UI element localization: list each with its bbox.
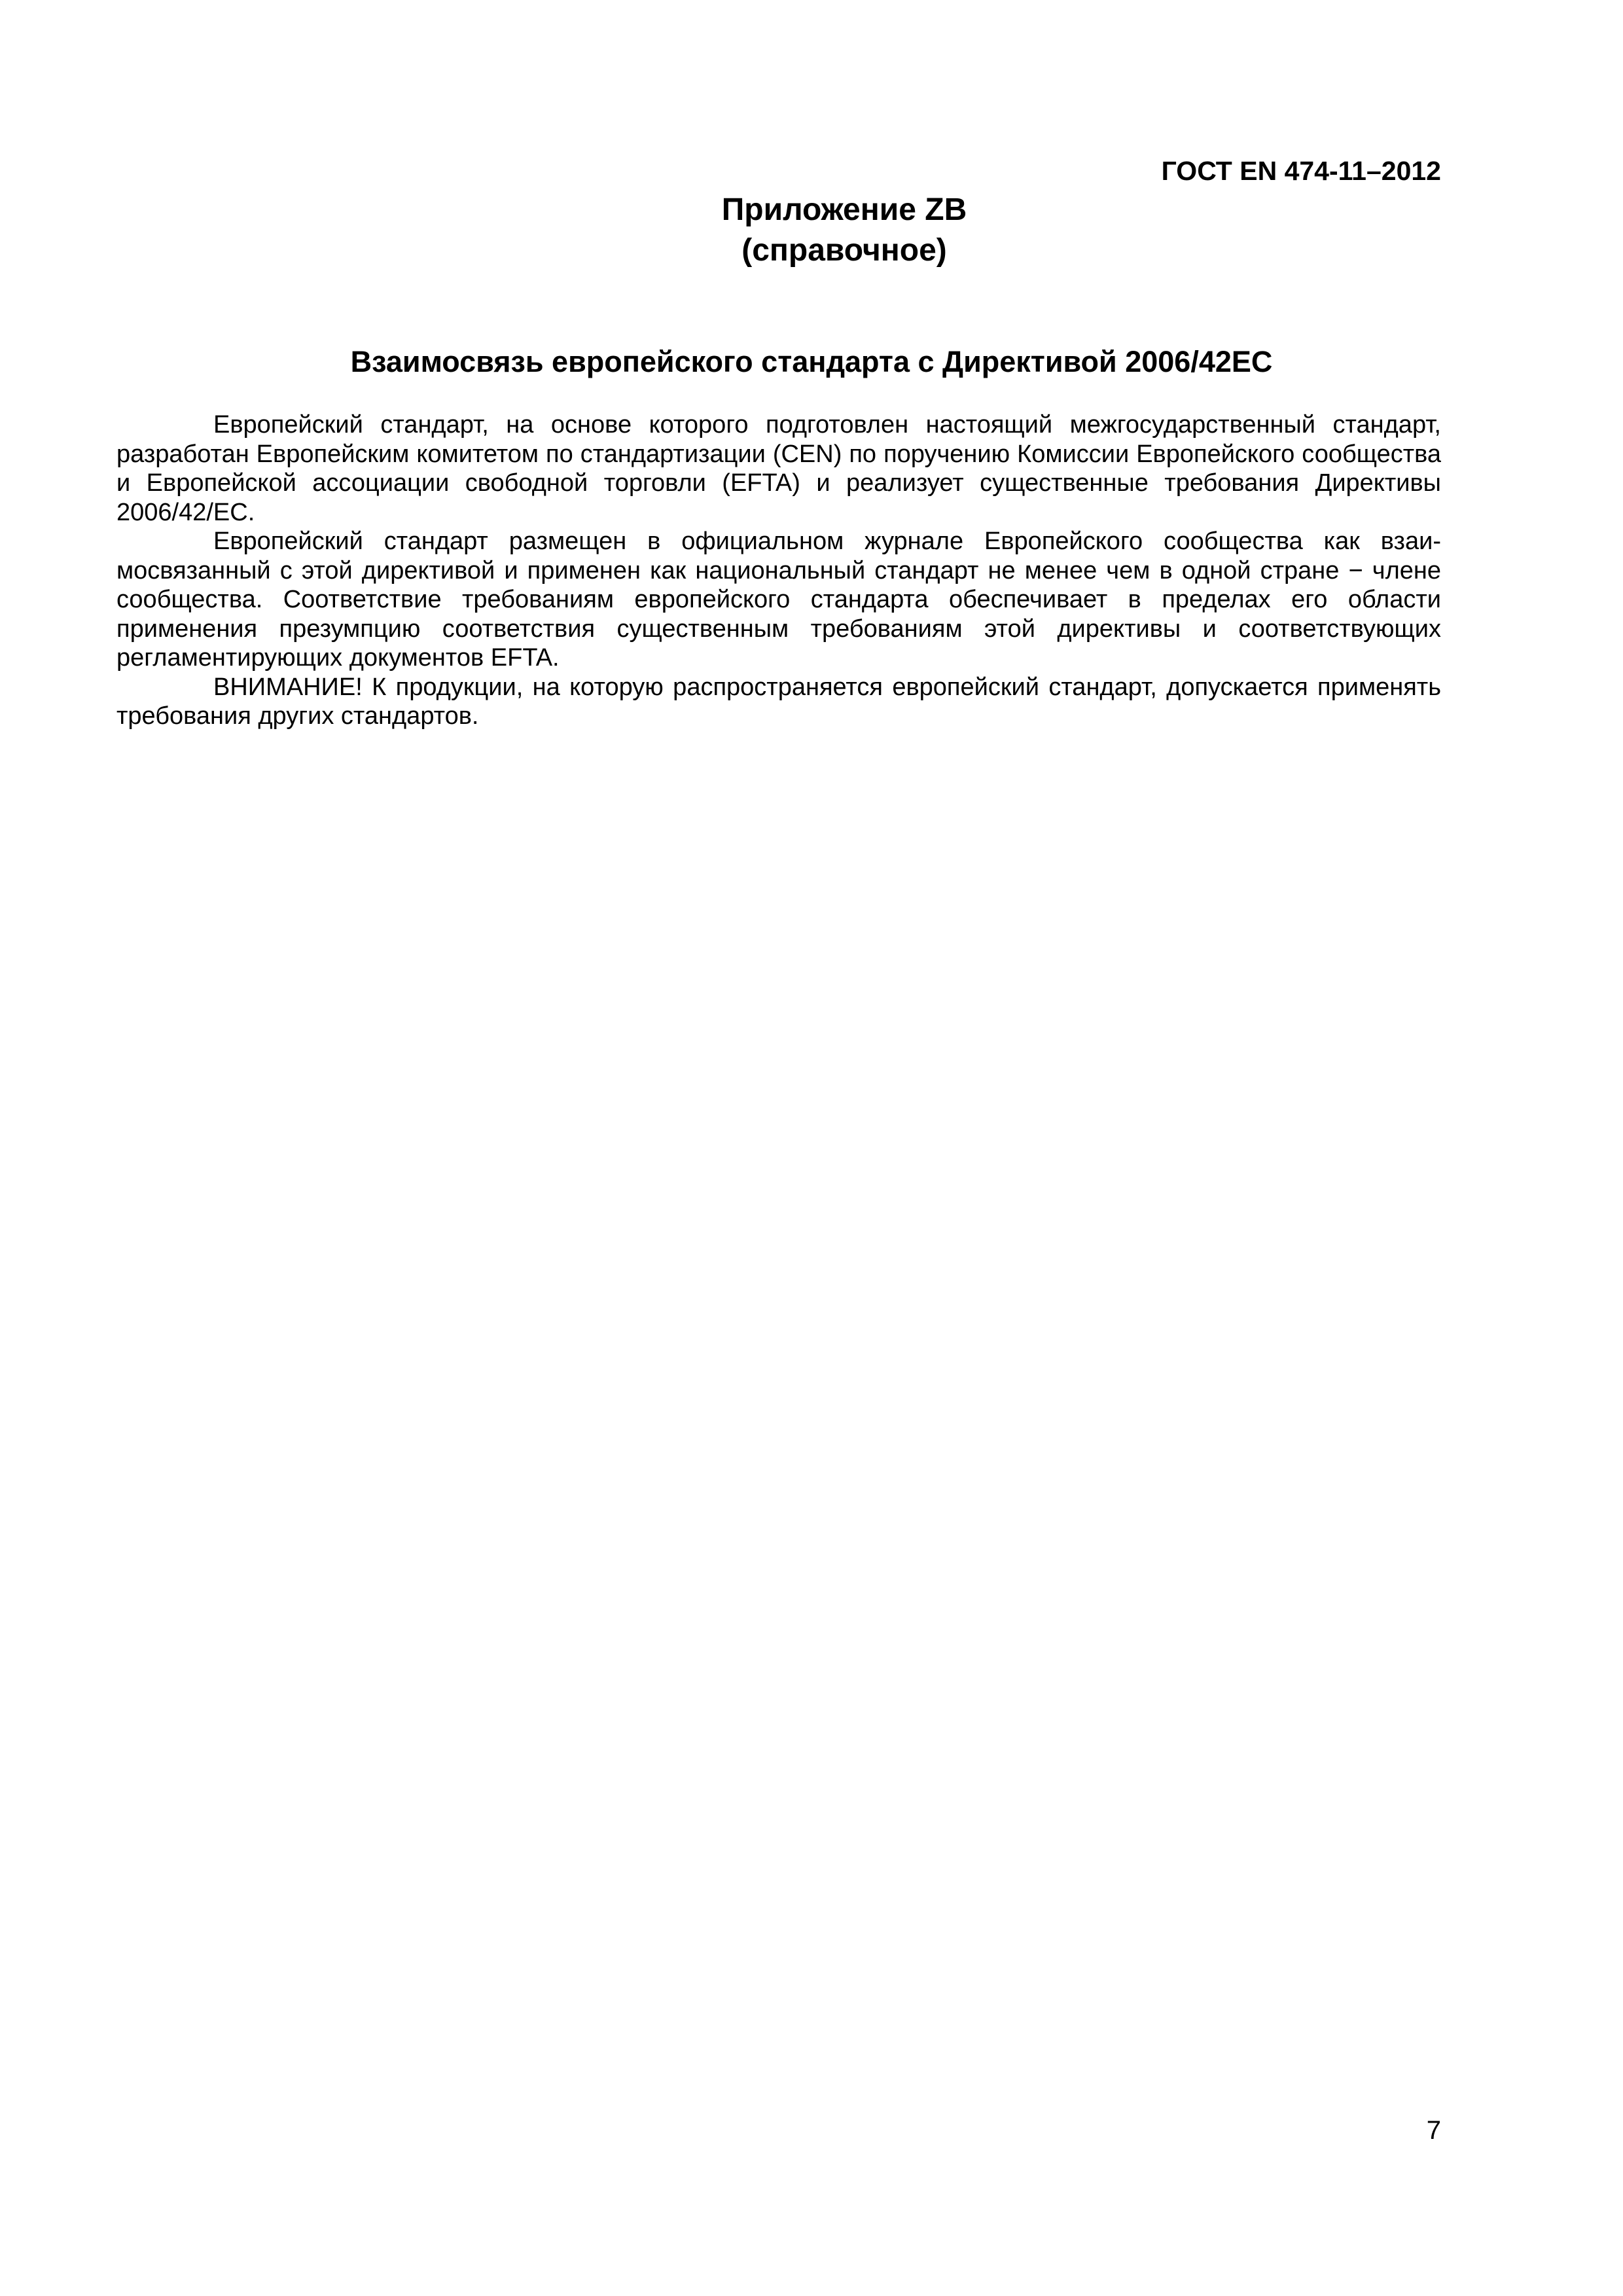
section-title: Взаимосвязь европейского стандарта с Директивой 2006/42ЕС — [350, 345, 1273, 378]
paragraph: Европейский стандарт размещен в официальном журнале Европейского сообщества как взаимосвязанный с этой директивой и применен как национальный стандарт не менее чем в одной стране − члене сообщества. Соответствие требованиям европейского стандарта обеспечивает в пределах его области применения презумпцию соответствия существенным требованиям этой директивы и соответствующих регламентирующих документов EFTA. — [116, 528, 1441, 672]
paragraph: ВНИМАНИЕ! К продукции, на которую распространяется европейский стандарт, допускается применять требования других стандартов. — [116, 673, 1441, 730]
annex-heading — [0, 190, 1623, 271]
annex-status: (справочное) — [741, 233, 947, 268]
document-code: ГОСТ EN 474-11–2012 — [1161, 156, 1441, 186]
body-text — [116, 410, 1441, 731]
page-number: 7 — [1426, 2116, 1441, 2145]
annex-title: Приложение ZB — [721, 192, 967, 227]
paragraph: Европейский стандарт, на основе которого подготовлен настоящий межгосударственный стандарт, разработан Европейским комитетом по стандартизации (CEN) по поручению Комиссии Европейского сообщества и Европейской ассоциации свободной торговли (EFTA) и реализует существенные требования Директивы 2006/42/ЕС. — [116, 411, 1441, 526]
